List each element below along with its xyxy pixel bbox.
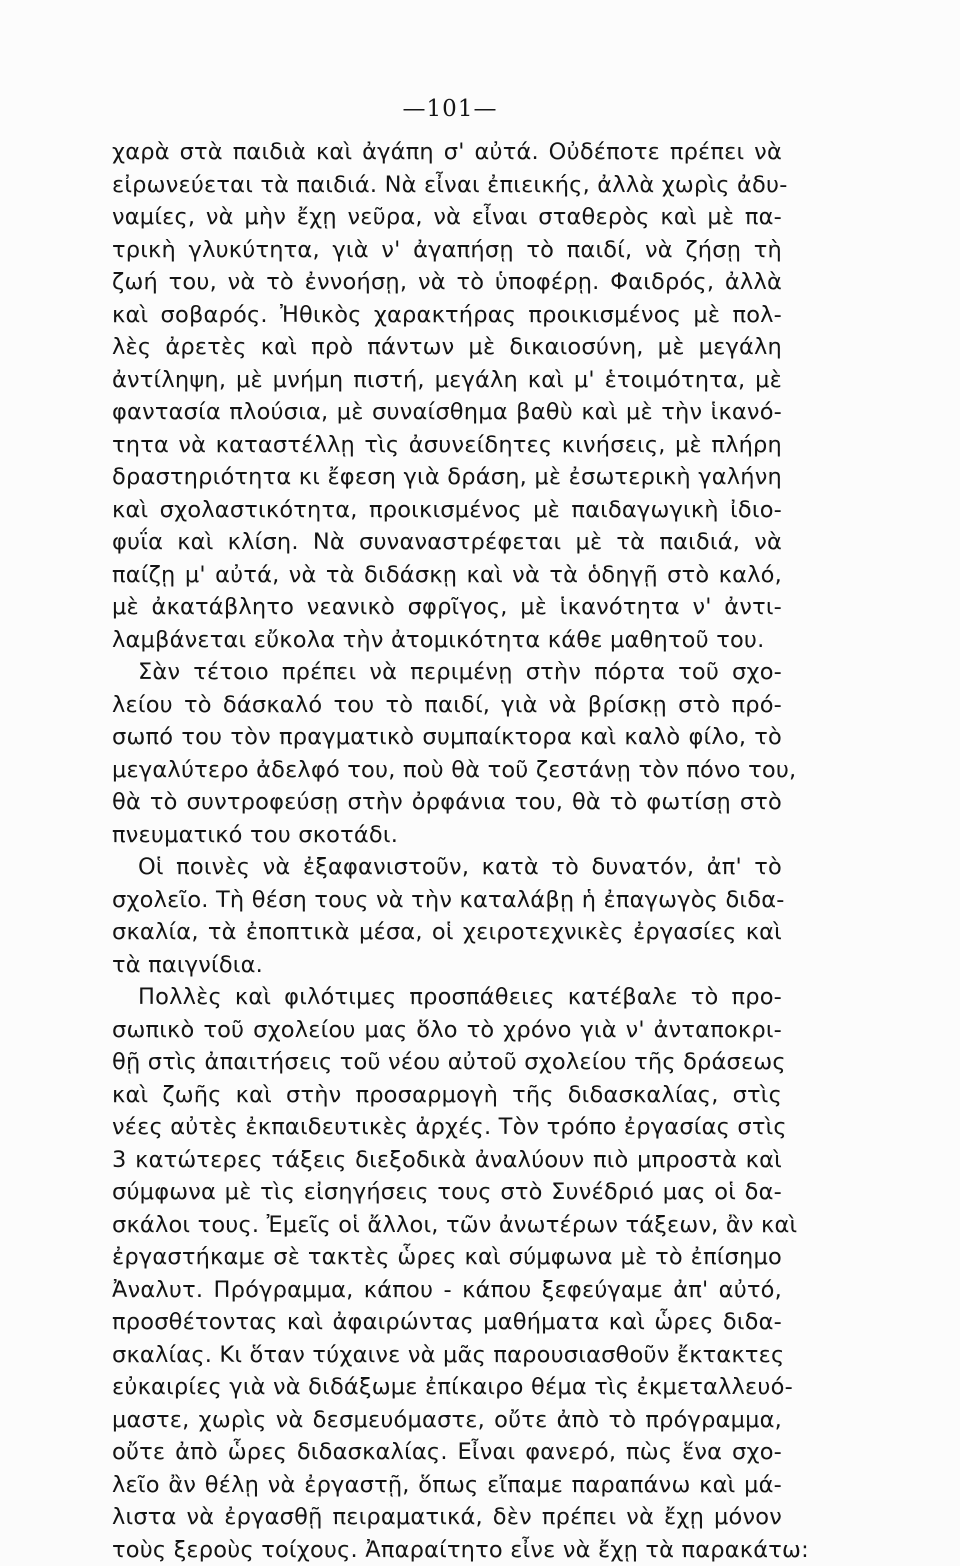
text-line: θῇ στὶς ἀπαιτήσεις τοῦ νέου αὐτοῦ σχολείου τῆς δράσεως xyxy=(112,1046,782,1079)
body-text xyxy=(112,136,782,1566)
text-line: Σὰν τέτοιο πρέπει νὰ περιμένῃ στὴν πόρτα τοῦ σχο- xyxy=(112,656,782,689)
text-line: φυΐα καὶ κλίση. Νὰ συναναστρέφεται μὲ τὰ παιδιά, νὰ xyxy=(112,526,782,559)
text-line: Οἱ ποινὲς νὰ ἐξαφανιστοῦν, κατὰ τὸ δυνατόν, ἀπ' τὸ xyxy=(112,851,782,884)
text-line: χαρὰ στὰ παιδιὰ καὶ ἀγάπη σ' αὐτά. Οὐδέποτε πρέπει νὰ xyxy=(112,136,782,169)
text-line: νέες αὐτὲς ἐκπαιδευτικὲς ἀρχές. Τὸν τρόπο ἐργασίας στὶς xyxy=(112,1111,782,1144)
text-line: μὲ ἀκατάβλητο νεανικὸ σφρῖγος, μὲ ἱκανότητα ν' ἀντι- xyxy=(112,591,782,624)
text-line: πνευματικό του σκοτάδι. xyxy=(112,819,782,852)
text-line: ζωή του, νὰ τὸ ἐννοήσῃ, νὰ τὸ ὑποφέρῃ. Φαιδρός, ἀλλὰ xyxy=(112,266,782,299)
text-line: εὐκαιρίες γιὰ νὰ διδάξωμε ἐπίκαιρο θέμα τὶς ἐκμεταλλευό- xyxy=(112,1371,782,1404)
text-line: τρικὴ γλυκύτητα, γιὰ ν' ἀγαπήσῃ τὸ παιδί, νὰ ζήσῃ τὴ xyxy=(112,234,782,267)
text-line: σύμφωνα μὲ τὶς εἰσηγήσεις τους στὸ Συνέδριό μας οἱ δα- xyxy=(112,1176,782,1209)
text-line: σχολεῖο. Τὴ θέση τους νὰ τὴν καταλάβῃ ἡ ἐπαγωγὸς διδα- xyxy=(112,884,782,917)
text-line: δραστηριότητα κι ἔφεση γιὰ δράση, μὲ ἐσωτερικὴ γαλήνη xyxy=(112,461,782,494)
paragraph-4 xyxy=(112,981,782,1566)
text-line: προσθέτοντας καὶ ἀφαιρώντας μαθήματα καὶ ὧρες διδα- xyxy=(112,1306,782,1339)
text-line: λαμβάνεται εὔκολα τὴν ἀτομικότητα κάθε μαθητοῦ του. xyxy=(112,624,782,657)
text-line: ἐργαστήκαμε σὲ τακτὲς ὧρες καὶ σύμφωνα μὲ τὸ ἐπίσημο xyxy=(112,1241,782,1274)
text-line: σωπό του τὸν πραγματικὸ συμπαίκτορα καὶ καλὸ φίλο, τὸ xyxy=(112,721,782,754)
paragraph-1 xyxy=(112,136,782,656)
text-line: θὰ τὸ συντροφεύσῃ στὴν ὀρφάνια του, θὰ τὸ φωτίσῃ στὸ xyxy=(112,786,782,819)
text-line: σκαλίας. Κι ὅταν τύχαινε νὰ μᾶς παρουσιασθοῦν ἔκτακτες xyxy=(112,1339,782,1372)
text-line: καὶ ζωῆς καὶ στὴν προσαρμογὴ τῆς διδασκαλίας, στὶς xyxy=(112,1079,782,1112)
text-line: 3 κατώτερες τάξεις διεξοδικὰ ἀναλύουν πιὸ μπροστὰ καὶ xyxy=(112,1144,782,1177)
text-line: ναμίες, νὰ μὴν ἔχῃ νεῦρα, νὰ εἶναι σταθερὸς καὶ μὲ πα- xyxy=(112,201,782,234)
text-line: λεῖο ἂν θέλῃ νὰ ἐργαστῇ, ὅπως εἴπαμε παραπάνω καὶ μά- xyxy=(112,1469,782,1502)
text-line: Πολλὲς καὶ φιλότιμες προσπάθειες κατέβαλε τὸ προ- xyxy=(112,981,782,1014)
text-line: σωπικὸ τοῦ σχολείου μας ὅλο τὸ χρόνο γιὰ ν' ἀνταποκρι- xyxy=(112,1014,782,1047)
paragraph-2 xyxy=(112,656,782,851)
text-line: σκάλοι τους. Ἐμεῖς οἱ ἄλλοι, τῶν ἀνωτέρων τάξεων, ἂν καὶ xyxy=(112,1209,782,1242)
text-line: τὰ παιγνίδια. xyxy=(112,949,782,982)
page-number: —101— xyxy=(0,96,900,122)
text-line: φαντασία πλούσια, μὲ συναίσθημα βαθὺ καὶ μὲ τὴν ἱκανό- xyxy=(112,396,782,429)
text-line: οὔτε ἀπὸ ὧρες διδασκαλίας. Εἶναι φανερό, πὼς ἕνα σχο- xyxy=(112,1436,782,1469)
text-line: ἀντίληψη, μὲ μνήμη πιστή, μεγάλη καὶ μ' ἑτοιμότητα, μὲ xyxy=(112,364,782,397)
text-line: τοὺς ξεροὺς τοίχους. Ἀπαραίτητο εἶνε νὰ ἔχῃ τὰ παρακάτω: xyxy=(112,1534,782,1566)
paragraph-3 xyxy=(112,851,782,981)
text-line: λιστα νὰ ἐργασθῇ πειραματικά, δὲν πρέπει νὰ ἔχῃ μόνον xyxy=(112,1501,782,1534)
text-line: λείου τὸ δάσκαλό του τὸ παιδί, γιὰ νὰ βρίσκῃ στὸ πρό- xyxy=(112,689,782,722)
text-line: μαστε, χωρὶς νὰ δεσμευόμαστε, οὔτε ἀπὸ τὸ πρόγραμμα, xyxy=(112,1404,782,1437)
text-line: Ἀναλυτ. Πρόγραμμα, κάπου - κάπου ξεφεύγαμε ἀπ' αὐτό, xyxy=(112,1274,782,1307)
text-line: λὲς ἀρετὲς καὶ πρὸ πάντων μὲ δικαιοσύνη, μὲ μεγάλη xyxy=(112,331,782,364)
text-line: παίζῃ μ' αὐτά, νὰ τὰ διδάσκῃ καὶ νὰ τὰ ὁδηγῇ στὸ καλό, xyxy=(112,559,782,592)
text-line: σκαλία, τὰ ἐποπτικὰ μέσα, οἱ χειροτεχνικὲς ἐργασίες καὶ xyxy=(112,916,782,949)
text-line: καὶ σοβαρός. Ἠθικὸς χαρακτήρας προικισμένος μὲ πολ- xyxy=(112,299,782,332)
text-line: καὶ σχολαστικότητα, προικισμένος μὲ παιδαγωγικὴ ἰδιο- xyxy=(112,494,782,527)
text-line: τητα νὰ καταστέλλῃ τὶς ἀσυνείδητες κινήσεις, μὲ πλήρη xyxy=(112,429,782,462)
text-line: μεγαλύτερο ἀδελφό του, ποὺ θὰ τοῦ ζεστάνῃ τὸν πόνο του, xyxy=(112,754,782,787)
text-line: εἰρωνεύεται τὰ παιδιά. Νὰ εἶναι ἐπιεικής, ἀλλὰ χωρὶς ἀδυ- xyxy=(112,169,782,202)
